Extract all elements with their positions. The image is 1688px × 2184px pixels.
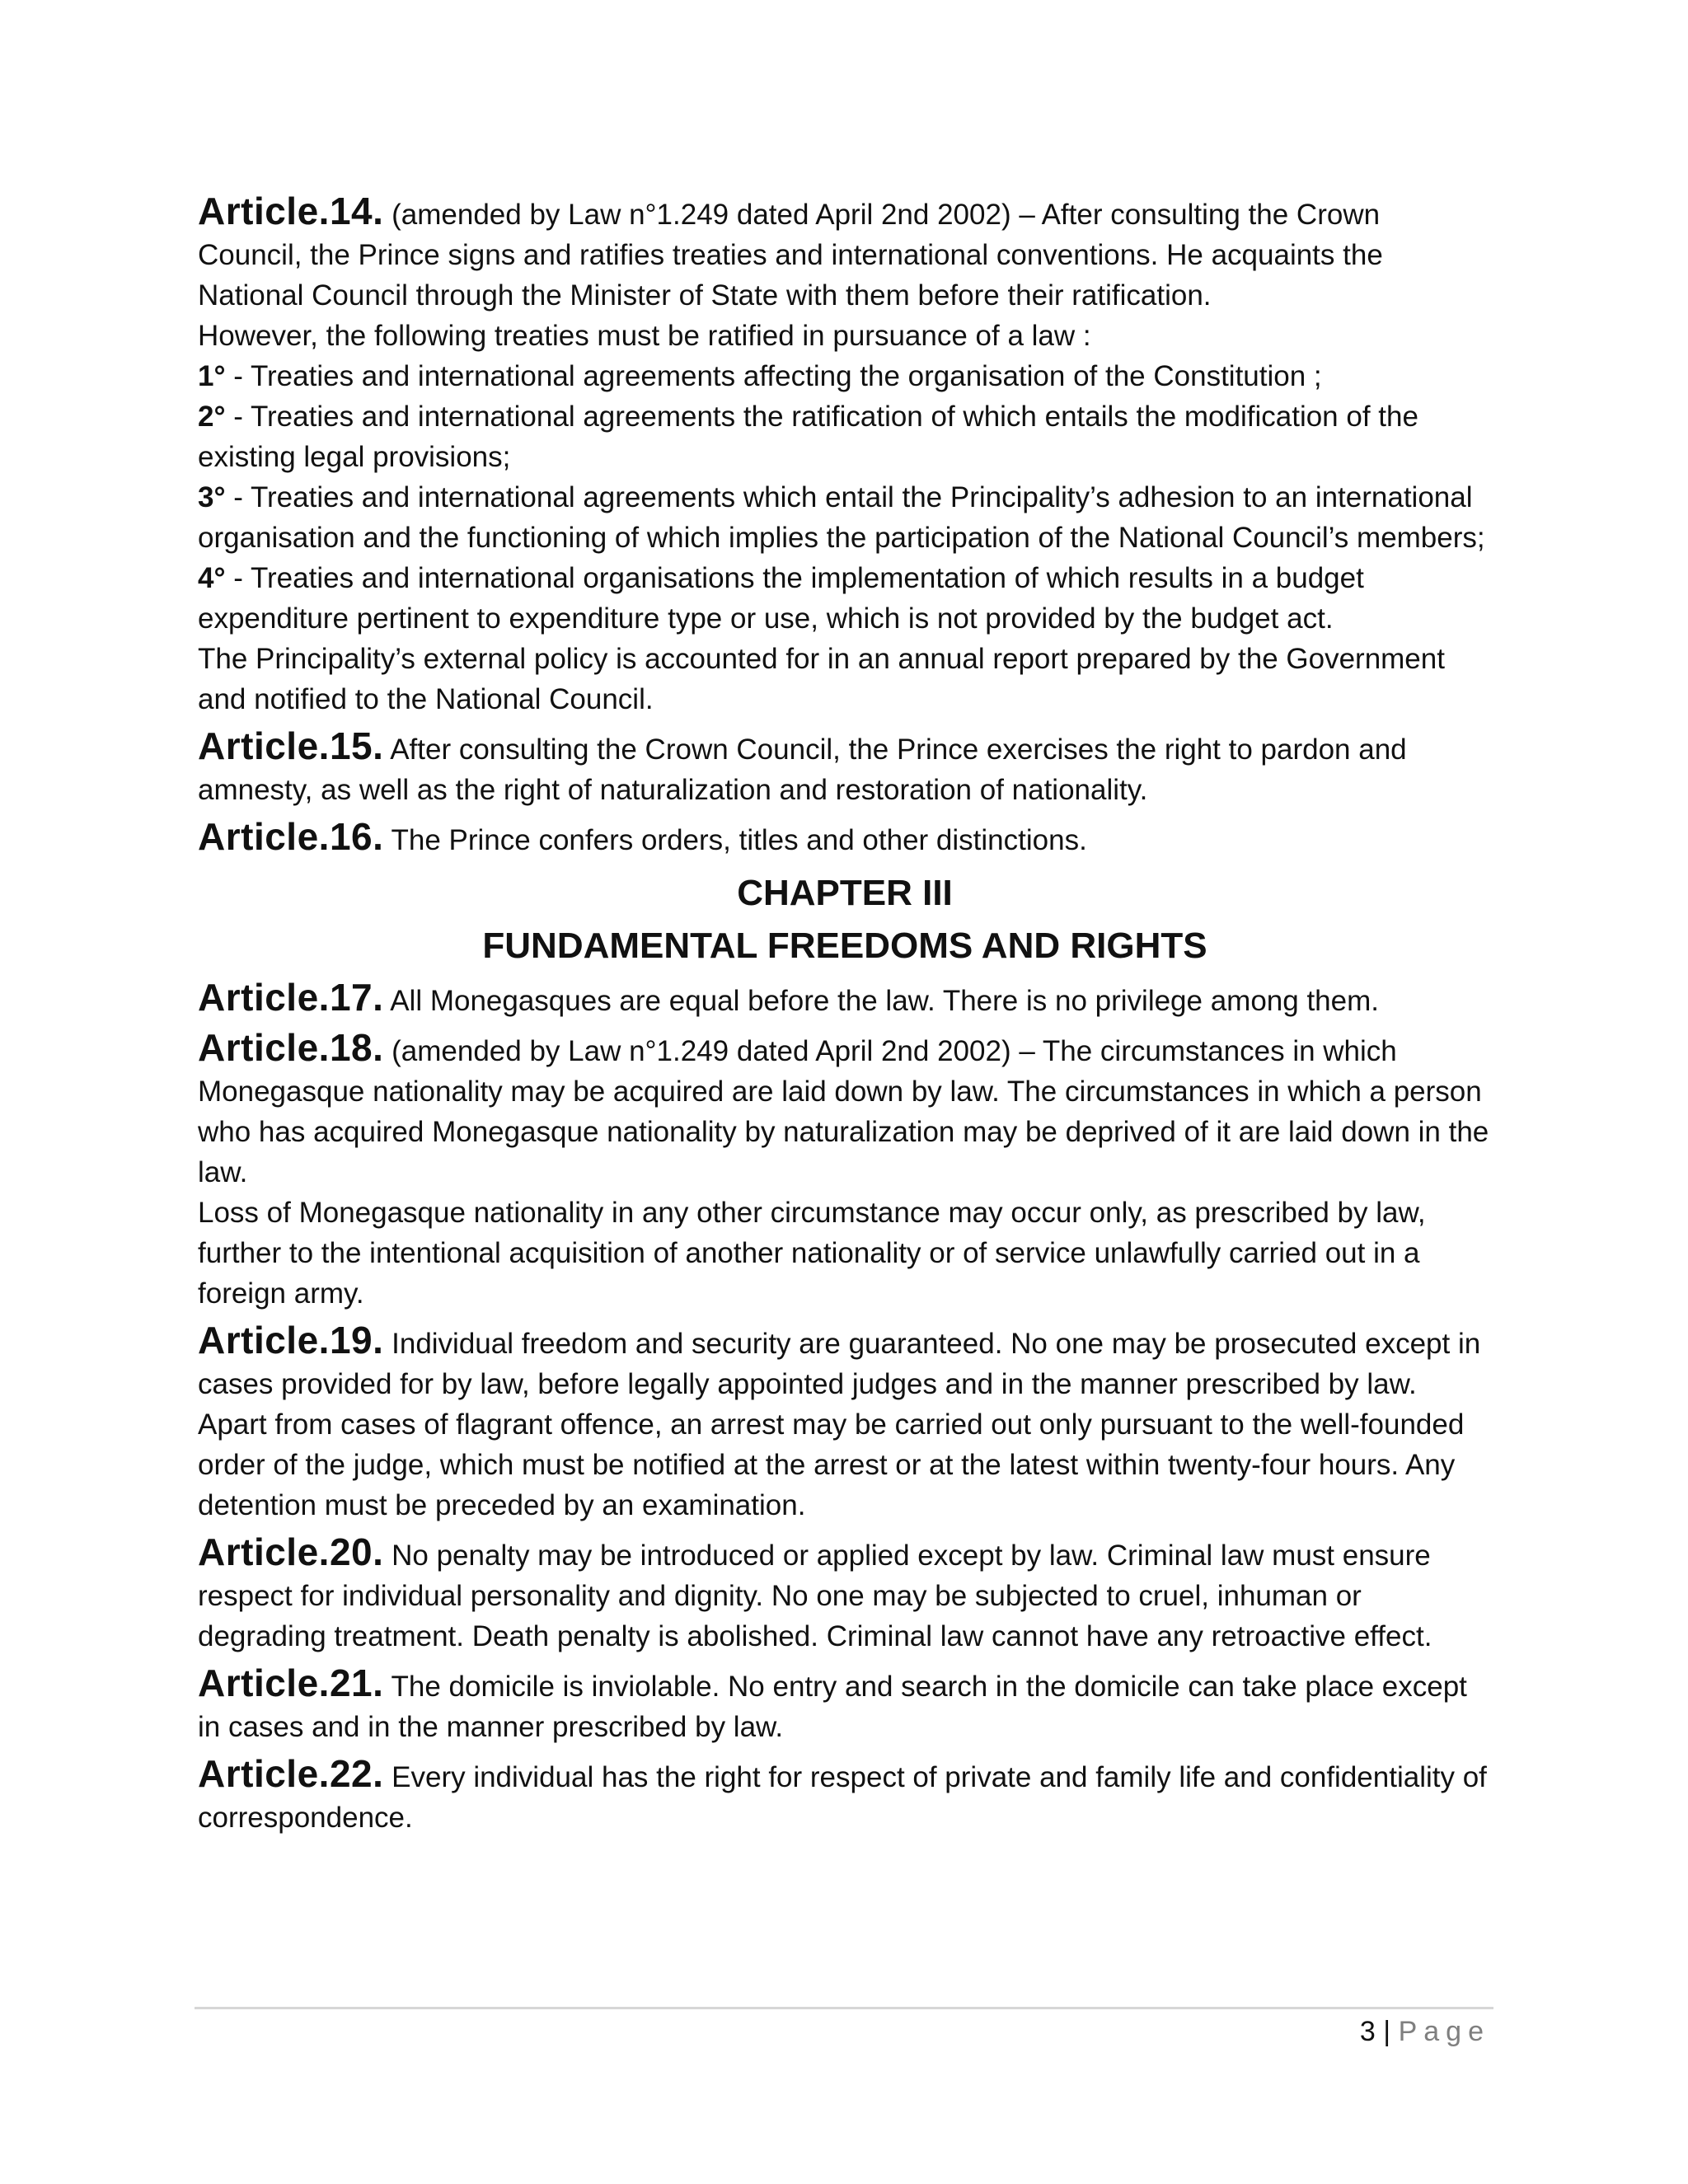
article-heading: Article.18. [198,1026,384,1069]
page-number: 3 [1359,2016,1376,2047]
paragraph-text: - Treaties and international agreements the ratification of which entails the modification of the existing legal provisions; [198,401,1418,473]
article-paragraph [198,726,1492,810]
list-number: 1° [198,360,226,392]
article-heading: Article.19. [198,1319,384,1361]
page-label: Page [1398,2016,1490,2047]
list-number: 2° [198,401,226,433]
list-number: 3° [198,481,226,513]
paragraph-text: The Principality’s external policy is accounted for in an annual report prepared by the Government and notified to the National Council. [198,643,1445,715]
article-heading: Article.22. [198,1752,384,1795]
article-block [198,1028,1492,1314]
paragraph-text: The domicile is inviolable. No entry and search in the domicile can take place except in cases and in the manner prescribed by law. [198,1671,1467,1743]
article-heading: Article.20. [198,1530,384,1573]
paragraph-text: (amended by Law n°1.249 dated April 2nd 2002) – The circumstances in which Monegasque nationality may be acquired are laid down by law. The circumstances in which a person who has acquired Monegasque nationality by naturalization may be deprived of it are laid down in the law. [198,1035,1489,1188]
article-paragraph [198,1193,1492,1314]
article-block [198,1754,1492,1838]
list-number: 4° [198,562,226,594]
article-heading: Article.14. [198,190,384,232]
chapter-title: FUNDAMENTAL FREEDOMS AND RIGHTS [482,926,1207,966]
article-paragraph [198,191,1492,316]
article-paragraph [198,977,1492,1021]
articles-before-chapter [198,191,1492,860]
article-heading: Article.15. [198,724,384,767]
article-paragraph [198,1663,1492,1747]
article-paragraph [198,1532,1492,1657]
page-separator: | [1383,2016,1391,2047]
paragraph-text: After consulting the Crown Council, the Prince exercises the right to pardon and amnesty, as well as the right of naturalization and restoration of nationality. [198,733,1407,806]
article-paragraph [198,477,1492,558]
footer-divider [195,2007,1493,2009]
chapter-number: CHAPTER III [737,873,953,913]
article-paragraph [198,1754,1492,1838]
paragraph-text: The Prince confers orders, titles and other distinctions. [383,824,1087,856]
article-block [198,1663,1492,1747]
paragraph-text: Loss of Monegasque nationality in any other circumstance may occur only, as prescribed by law, further to the intentional acquisition of another nationality or of service unlawfully carried out in a foreign army. [198,1197,1426,1310]
article-paragraph [198,639,1492,719]
paragraph-text: However, the following treaties must be ratified in pursuance of a law : [198,320,1091,352]
article-heading: Article.16. [198,815,384,858]
article-block [198,726,1492,810]
paragraph-text: All Monegasques are equal before the law. There is no privilege among them. [383,985,1379,1017]
article-paragraph [198,1028,1492,1193]
article-block [198,1532,1492,1657]
article-block [198,977,1492,1021]
article-paragraph [198,1320,1492,1526]
article-block [198,817,1492,860]
article-paragraph [198,316,1492,356]
paragraph-text: No penalty may be introduced or applied except by law. Criminal law must ensure respect for individual personality and dignity. No one may be subjected to cruel, inhuman or degrading treatment. Death penalty is abolished. Criminal law cannot have any retroactive effect. [198,1540,1432,1652]
article-paragraph [198,817,1492,860]
article-heading: Article.21. [198,1661,384,1704]
article-block [198,191,1492,719]
paragraph-text: - Treaties and international agreements affecting the organisation of the Constitution ; [225,360,1322,392]
document-body [198,191,1492,1844]
articles-after-chapter [198,977,1492,1838]
page-footer [1360,2013,1490,2050]
chapter-heading [198,867,1492,972]
paragraph-text: - Treaties and international organisations the implementation of which results in a budget expenditure pertinent to expenditure type or use, which is not provided by the budget act. [198,562,1364,635]
article-heading: Article.17. [198,976,384,1019]
article-block [198,1320,1492,1526]
paragraph-text: - Treaties and international agreements which entail the Principality’s adhesion to an international organisation and the functioning of which implies the participation of the National Council’s members; [198,481,1485,554]
paragraph-text: Every individual has the right for respect of private and family life and confidentiality of correspondence. [198,1761,1487,1834]
article-paragraph [198,356,1492,396]
paragraph-text: (amended by Law n°1.249 dated April 2nd 2002) – After consulting the Crown Council, the Prince signs and ratifies treaties and international conventions. He acquaints the National Council through the Minister of State with them before their ratification. [198,199,1383,312]
paragraph-text: Individual freedom and security are guaranteed. No one may be prosecuted except in cases provided for by law, before legally appointed judges and in the manner prescribed by law. Apart from cases of flagrant offence, an arrest may be carried out only pursuant to the well-founded order of the judge, which must be notified at the arrest or at the latest within twenty-four hours. Any detention must be preceded by an examination. [198,1328,1481,1521]
article-paragraph [198,396,1492,477]
article-paragraph [198,558,1492,639]
